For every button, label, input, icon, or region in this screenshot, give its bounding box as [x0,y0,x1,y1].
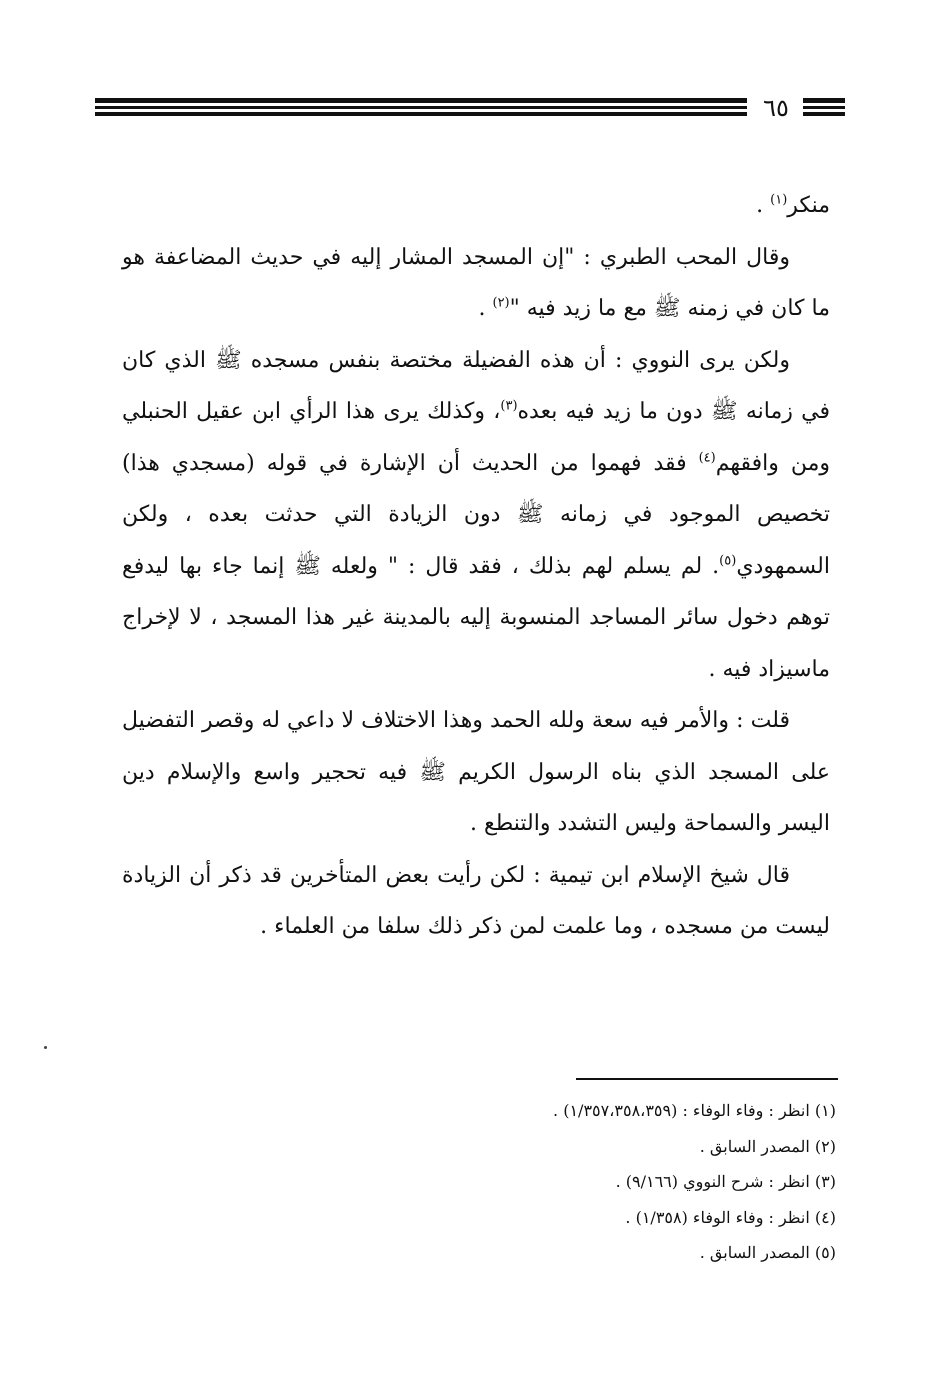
paragraph [122,232,830,335]
footnote-divider [576,1078,838,1080]
paragraph-text: فقد فهموا من الحديث أن الإشارة في قوله (مسجدي هذا) تخصيص الموجود في زمانه ﷺ دون الزيادة التي حدثت بعده ، ولكن السمهودي [122,450,830,579]
main-text [122,180,830,953]
footnote-ref: (١) [770,192,788,208]
footnote-ref: (٥) [719,553,737,569]
footnote-ref: (٣) [500,398,518,414]
header-rule-short [803,106,845,109]
paragraph-text: قلت : والأمر فيه سعة ولله الحمد وهذا الاختلاف لا داعي له وقصر التفضيل على المسجد الذي بناه الرسول الكريم ﷺ فيه تحجير واسع والإسلام دين اليسر والسماحة وليس التشدد والتنطع . [122,708,830,836]
paragraph-text: منكر [787,193,830,218]
paragraph-text: قال شيخ الإسلام ابن تيمية : لكن رأيت بعض المتأخرين قد ذكر أن الزيادة ليست من مسجده ، وما علمت لمن ذكر ذلك سلفا من العلماء . [122,862,830,939]
paragraph-text: وقال المحب الطبري : "إن المسجد المشار إليه في حديث المضاعفة هو ما كان في زمنه ﷺ مع ما زيد فيه " [122,244,830,321]
paragraph [122,850,830,953]
footnote: (٤) انظر : وفاء الوفاء (١/٣٥٨) . [625,1207,836,1227]
header-rule [95,98,747,103]
page-header [95,92,845,132]
paragraph-text: . [756,193,771,218]
footnote: (٢) المصدر السابق . [699,1136,836,1156]
footnote: (٥) المصدر السابق . [699,1243,836,1262]
page-number: ٦٥ [763,94,789,122]
header-rule-short [803,112,845,116]
footnote-ref: (٤) [698,450,716,466]
stray-mark [44,1046,47,1049]
header-rule [95,106,747,109]
paragraph-text: . لم يسلم لهم بذلك ، فقد قال : " ولعله ﷺ إنما جاء بها ليدفع توهم دخول سائر المساجد المنسوبة إليه بالمدينة غير هذا المسجد ، لا لإخراج ماسيزاد فيه . [122,553,830,682]
footnote: (٣) انظر : شرح النووي (٩/١٦٦) . [615,1172,836,1191]
paragraph [122,335,830,696]
header-rule-short [803,98,845,103]
paragraph-text: . [478,296,493,321]
footnote-ref: (٢) [492,295,510,311]
paragraph-text: ولكن يرى النووي : أن هذه الفضيلة مختصة بنفس مسجده ﷺ الذي كان في زمانه ﷺ دون ما زيد فيه بعده [122,347,830,424]
paragraph [122,180,830,232]
footnote: (١) انظر : وفاء الوفاء : (١/٣٥٧،٣٥٨،٣٥٩) . [553,1101,836,1120]
paragraph [122,695,830,850]
paragraph-text: ، وكذلك يرى هذا الرأي ابن عقيل الحنبلي ومن وافقهم [122,399,830,476]
header-rule [95,112,747,116]
footnotes [300,1093,836,1271]
